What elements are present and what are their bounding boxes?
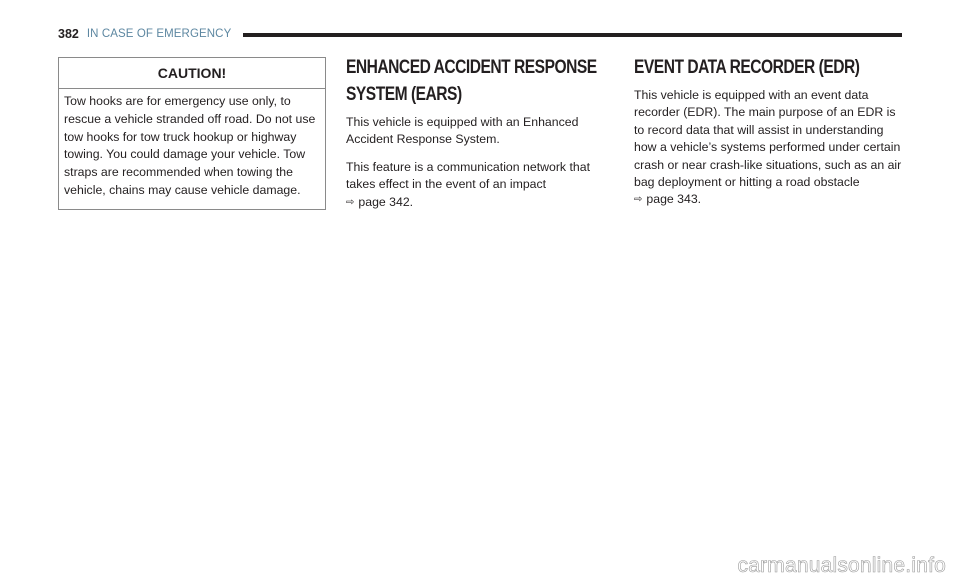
ears-paragraph-1: This vehicle is equipped with an Enhanced Accident Response System.: [346, 115, 579, 147]
caution-box: [58, 57, 326, 210]
edr-paragraph: [634, 87, 904, 210]
edr-paragraph-text: This vehicle is equipped with an event data recorder (EDR). The main purpose of an EDR is to record data that will assist in understanding how a vehicle’s systems performed under certain crash or near crash-like situations, such as an air bag deployment or hitting a road obstacle: [634, 88, 902, 190]
edr-heading: EVENT DATA RECORDER (EDR): [634, 57, 860, 78]
caution-text: Tow hooks are for emergency use only, to rescue a vehicle stranded off road. Do not use tow hooks for tow truck hookup or highway towing. You could damage your vehicle. Tow straps are recommended when towing the vehicle, chains may cause vehicle damage.: [64, 94, 316, 197]
ears-ref-page: page 342.: [358, 194, 414, 209]
edr-ref-page: page 343.: [646, 192, 702, 207]
arrow-right-icon: ⇨: [346, 196, 355, 208]
section-title: IN CASE OF EMERGENCY: [86, 28, 232, 40]
header-divider: [243, 33, 902, 37]
watermark: carmanualsonline.info: [737, 554, 946, 577]
ears-heading: ENHANCED ACCIDENT RESPONSE SYSTEM (EARS): [346, 57, 597, 105]
ears-paragraph-2-text: This feature is a communication network that takes effect in the event of an impact: [346, 159, 590, 192]
ears-section: [346, 54, 614, 222]
page-header: [58, 26, 902, 42]
page-number: 382: [58, 27, 79, 41]
edr-page-reference[interactable]: [634, 192, 701, 206]
arrow-right-icon: ⇨: [634, 194, 643, 206]
ears-paragraph-2: [346, 159, 614, 212]
ears-page-reference[interactable]: [346, 195, 413, 209]
caution-title: CAUTION!: [59, 58, 325, 89]
edr-section: [634, 54, 904, 220]
